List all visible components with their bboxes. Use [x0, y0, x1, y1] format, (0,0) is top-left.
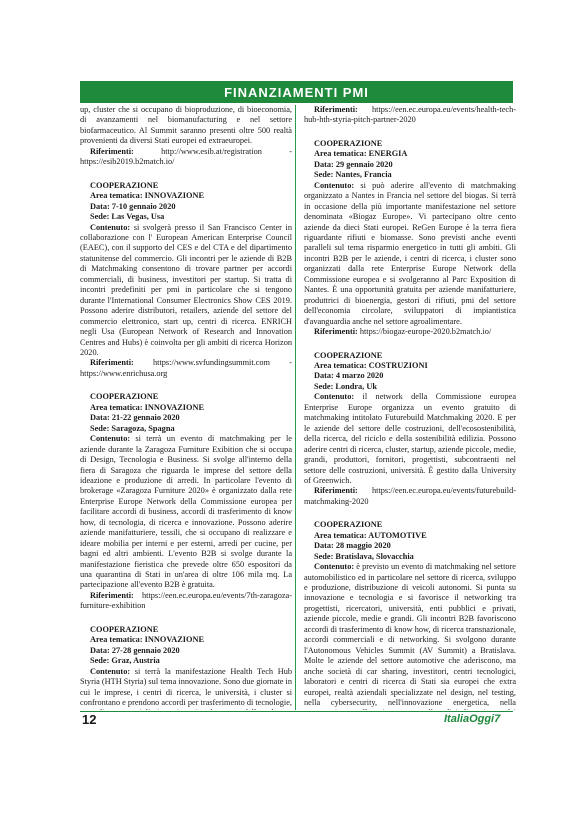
event-type: COOPERAZIONE — [314, 138, 383, 148]
intro-references: Riferimenti: http://www.esib.at/registration - https://esib2019.b2match.io/ — [80, 146, 292, 167]
event-date: Data: 27-28 gennaio 2020 — [90, 645, 180, 655]
event-content: Contenuto: si terrà la manifestazione Health Tech Hub Styria (HTH Styria) sul tema innovazione. Sono due giornate in cui le imprese, i centri di ricerca, le università, i cluster si confrontano e prendono accordi per trasferimento di tecnologie, — [80, 666, 292, 708]
event-area: Area tematica: INNOVAZIONE — [90, 402, 204, 412]
footer-rule — [80, 711, 513, 712]
section-title: FINANZIAMENTI PMI — [224, 84, 369, 100]
event-londra — [304, 351, 516, 508]
event-area: Area tematica: COSTRUZIONI — [314, 360, 428, 370]
event-references: Riferimenti: https://een.ec.europa.eu/events/futurebuild-matchmaking-2020 — [304, 486, 516, 506]
brand-logo: ItaliaOggi7 — [444, 713, 501, 725]
page-number: 12 — [82, 712, 97, 727]
event-references: Riferimenti: https://biogaz-europe-2020.b2match.io/ — [314, 327, 492, 337]
event-content: Contenuto: si svolgerà presso il San Francisco Center in collaborazione con l' European American Enterprise Council (EAEC), con il supporto del CES e del CTA e del dipartimento statunitense del commercio. Gli incontri per le aziende di B2B di Matchmaking consentono di trovare partner per accordi commerciali, di business, investitori per startup. Si tratta di incontri predefiniti per pmi in particolare che si tengono durante l'International Consumer Electronics Show CES 2019. Possono aderire distributori, retailers, aziende del settore del commercio elettronico, start up, centri di ricerca. ENRICH negli Usa (European Network of Research and Innovation Centres and Hubs) è coinvolta per gli ambiti di ricerca Horizon 2020. — [80, 222, 292, 357]
event-area: Area tematica: AUTOMOTIVE — [314, 530, 427, 540]
event-area: Area tematica: INNOVAZIONE — [90, 191, 204, 201]
event-date: Data: 29 gennaio 2020 — [314, 159, 393, 169]
event-location: Sede: Bratislava, Slovacchia — [314, 551, 414, 561]
left-column — [80, 105, 292, 710]
right-column — [304, 105, 516, 710]
event-bratislava — [304, 520, 516, 710]
event-references: Riferimenti: https://www.svfundingsummit.com - https://www.enrichusa.org — [80, 358, 292, 378]
event-content: Contenuto: è previsto un evento di matchmaking nel settore automobilistico ed in particolare nel settore di ricerca, sviluppo e produzione, distribuzione di veicoli autonomi. Si punta su innovazione e tecnologia e si favorisce il networking tra progettisti, ricercatori, università, enti pubblici e privati, aziende piccole, medie e grandi. Gli incontri B2B favoriscono accordi di trasferimento di know how, di ricerca transnazionale, accordi commerciali e di networking. Si svolgono durante l'Autonomous Vehicles Summit (AV Summit) a Bratislava. Molte le aziende del settore automotive che aderiscono, ma anche società di car sharing, investitori, centri tecnologici, laboratori e centri di ricerca di Stati sia europei che extra europei, realtà aziendali specializzate nel design, nel testing, nella cybersecurity, nell'innovazione energetica, nella — [304, 562, 516, 708]
event-content: Contenuto: si terrà un evento di matchmaking per le aziende durante la Zaragoza Furniture Exibition che si occupa di Design, Tecnologia e Business. Si svolge all'interno della fiera di Saragoza che riguarda le imprese del settore della ideazione e produzione di arredi. In particolare l'evento di brokerage «Zaragoza Furniture 2020» è organizzato dalla rete Enterprise Europe Network della Commissione europea per facilitare accordi di business, accordi di trasferimento di know how, di tecnologia, di ricerca e innovazione. Possono aderire aziende manifatturiere, tessili, che si occupano di realizzare e ideare mobilia per interni e per esterni, arredi per cucine, per bagni ed altri ambienti. L'evento B2B si svolge durante la manifestazione fieristica che prevede oltre 650 espositori da una quarantina di Stati in un'area di oltre 106 mila mq. La partecipazione all'evento B2B è gratuita. — [80, 434, 292, 590]
section-banner — [80, 81, 513, 103]
event-type: COOPERAZIONE — [314, 520, 383, 530]
event-content: Contenuto: il network della Commissione europea Enterprise Europe organizza un evento gratuito di matchmaking intitolato Futurebuild Matchmaking 2020. E per le aziende del settore delle costruzioni, dell'ecosostenibilità, della ricerca, del riciclo e della sostenibilità edilizia. Possono aderire centri di ricerca, cluster, startup, aziende piccole, medie, grandi, produttori, fornitori, progettisti, subcontraenti nel settore delle costruzioni, università. È gestito dalla University of Greenwich. — [304, 392, 516, 485]
event-area: Area tematica: ENERGIA — [314, 149, 408, 159]
event-saragoza — [80, 392, 292, 612]
intro-paragraph: up, cluster che si occupano di bioproduzione, di bioeconomia, di avanzamenti nel biomanufacturing e nel settore biofarmaceutico. Al Summit saranno presenti oltre 500 realtà provenienti da diversi Stati europei ed extraeuropei. — [80, 105, 292, 146]
event-content: Contenuto: si può aderire all'evento di matchmaking organizzato a Nantes in Francia nel settore del biogas. Si terrà in occasione della più importante manifestazione nel settore denominata «Biogaz Europe». Vi partecipano oltre cento aziende da dieci Stati europei. ReGen Europe è la terra fiera riguardante rifiuti e biomasse. Sono previsti anche eventi paralleli sul tema risparmio energetico in tutti gli ambiti. Gli incontri B2B per le aziende, i centri di ricerca, i cluster sono organizzati dalla rete Enterprise Europe Network della Commissione europea e si svolgeranno al Parc Exposition di Nantes. È una opportunità gratuita per aziende manifatturiere, produttrici di bioenergia, gestori di rifiuti, pmi del settore dell'economia circolare, sviluppatori di impiantistica d'avanguardia anche nel settore agroalimentare. — [304, 180, 516, 326]
event-graz — [80, 625, 292, 710]
intro-references: Riferimenti: https://een.ec.europa.eu/events/health-tech-hub-hth-styria-pitch-partner-2020 — [304, 105, 516, 125]
event-area: Area tematica: INNOVAZIONE — [90, 635, 204, 645]
event-date: Data: 7-10 gennaio 2020 — [90, 201, 176, 211]
event-las-vegas — [80, 181, 292, 380]
event-type: COOPERAZIONE — [314, 350, 383, 360]
event-location: Sede: Saragoza, Spagna — [90, 423, 175, 433]
event-nantes — [304, 139, 516, 338]
event-type: COOPERAZIONE — [90, 624, 159, 634]
event-date: Data: 21-22 gennaio 2020 — [90, 413, 180, 423]
event-location: Sede: Las Vegas, Usa — [90, 212, 165, 222]
event-location: Sede: Londra, Uk — [314, 381, 377, 391]
event-date: Data: 28 maggio 2020 — [314, 541, 391, 551]
event-location: Sede: Graz, Austria — [90, 656, 160, 666]
event-date: Data: 4 marzo 2020 — [314, 371, 384, 381]
event-location: Sede: Nantes, Francia — [314, 170, 392, 180]
column-divider — [295, 105, 296, 710]
event-type: COOPERAZIONE — [90, 180, 159, 190]
event-references: Riferimenti: https://een.ec.europa.eu/events/7th-zaragoza-furniture-exhibition — [80, 590, 292, 611]
event-type: COOPERAZIONE — [90, 392, 159, 402]
